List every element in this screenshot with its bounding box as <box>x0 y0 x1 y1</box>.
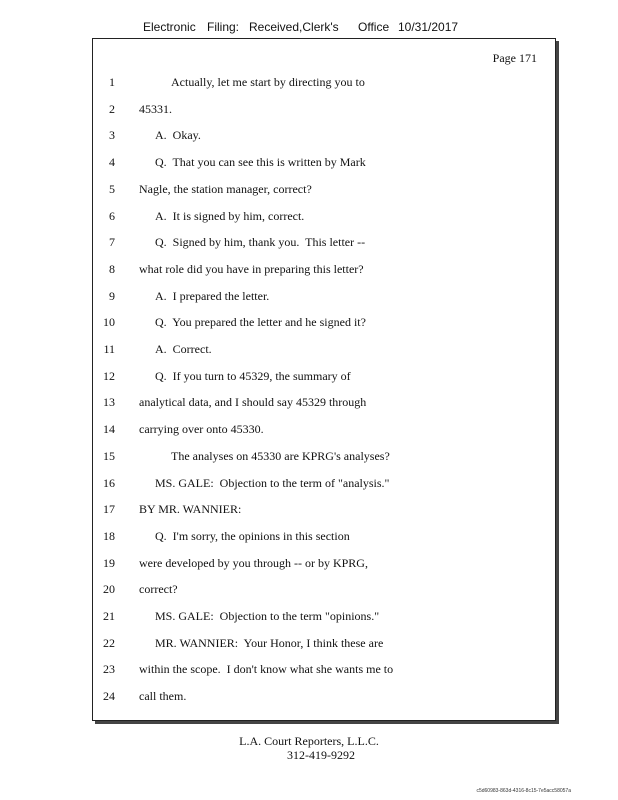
line-number: 23 <box>103 662 115 677</box>
transcript-line <box>93 449 555 465</box>
transcript-line <box>93 209 555 225</box>
line-text: 45331. <box>139 101 172 116</box>
line-text: Q. I'm sorry, the opinions in this section <box>155 528 350 543</box>
transcript-line <box>93 556 555 572</box>
transcript-line <box>93 476 555 492</box>
line-text: were developed by you through -- or by KPRG, <box>139 555 368 570</box>
line-text: MS. GALE: Objection to the term "opinions." <box>155 609 380 623</box>
line-number: 11 <box>103 342 115 356</box>
line-number: 5 <box>109 181 115 196</box>
line-text: Q. You prepared the letter and he signed it? <box>155 315 366 330</box>
line-text: Q. That you can see this is written by Mark <box>155 155 366 170</box>
line-number: 14 <box>103 422 115 437</box>
line-number: 8 <box>109 261 115 276</box>
line-number: 12 <box>103 368 115 383</box>
transcript-line <box>93 662 555 678</box>
line-text: correct? <box>139 582 178 597</box>
transcript-line <box>93 342 555 358</box>
line-text: MS. GALE: Objection to the term of "analysis." <box>155 475 390 490</box>
line-number: 2 <box>109 101 115 116</box>
line-text: MR. WANNIER: Your Honor, I think these are <box>155 635 384 650</box>
page-number: Page 171 <box>492 51 537 65</box>
line-number: 10 <box>103 315 115 330</box>
line-number: 1 <box>109 75 115 89</box>
line-text: within the scope. I don't know what she wants me to <box>139 662 394 677</box>
transcript-line <box>93 609 555 625</box>
header-electronic: Electronic <box>143 20 196 34</box>
transcript-line <box>93 395 555 411</box>
line-text: Nagle, the station manager, correct? <box>139 181 312 196</box>
line-number: 16 <box>103 475 115 490</box>
line-number: 21 <box>103 609 115 623</box>
line-text: call them. <box>139 689 187 704</box>
line-number: 19 <box>103 555 115 570</box>
transcript-line <box>93 102 555 118</box>
transcript-line <box>93 315 555 331</box>
line-text: A. I prepared the letter. <box>155 288 270 303</box>
transcript-line <box>93 235 555 251</box>
footer-phone: 312-419-9292 <box>287 748 355 762</box>
header-office: Office <box>358 20 390 34</box>
line-number: 15 <box>103 448 115 463</box>
transcript-line <box>93 369 555 385</box>
transcript-line <box>93 529 555 545</box>
transcript-line <box>93 289 555 305</box>
line-text: Actually, let me start by directing you to <box>171 75 365 89</box>
line-text: analytical data, and I should say 45329 through <box>139 395 367 410</box>
line-number: 20 <box>103 582 115 597</box>
line-number: 18 <box>103 528 115 543</box>
line-number: 22 <box>103 635 115 650</box>
line-number: 13 <box>103 395 115 410</box>
line-text: what role did you have in preparing this letter? <box>139 261 364 276</box>
header-date: 10/31/2017 <box>398 20 459 34</box>
line-number: 4 <box>109 155 115 170</box>
transcript-page <box>92 38 556 721</box>
transcript-line <box>93 422 555 438</box>
transcript-line <box>93 582 555 598</box>
document-hash: c5d60983-863d-4316-8c15-7e5acc58057a <box>476 788 571 794</box>
transcript-line <box>93 262 555 278</box>
filing-header <box>0 20 618 38</box>
line-number: 3 <box>109 128 115 143</box>
line-text: carrying over onto 45330. <box>139 422 264 437</box>
line-text: Q. If you turn to 45329, the summary of <box>155 368 351 383</box>
line-text: A. Correct. <box>155 342 212 356</box>
line-number: 6 <box>109 208 115 223</box>
line-text: Q. Signed by him, thank you. This letter -- <box>155 235 366 250</box>
footer-company: L.A. Court Reporters, L.L.C. <box>239 734 379 748</box>
transcript-line <box>93 502 555 518</box>
line-number: 24 <box>103 689 115 704</box>
line-number: 9 <box>109 288 115 303</box>
transcript-line <box>93 182 555 198</box>
header-received: Received,Clerk's <box>249 20 339 34</box>
transcript-line <box>93 75 555 91</box>
line-text: A. It is signed by him, correct. <box>155 208 305 223</box>
header-filing: Filing: <box>207 20 240 34</box>
transcript-line <box>93 636 555 652</box>
line-number: 17 <box>103 502 115 517</box>
transcript-line <box>93 155 555 171</box>
transcript-line <box>93 689 555 705</box>
transcript-line <box>93 128 555 144</box>
line-text: BY MR. WANNIER: <box>139 502 242 517</box>
line-text: The analyses on 45330 are KPRG's analyses? <box>171 448 390 463</box>
line-text: A. Okay. <box>155 128 201 143</box>
line-number: 7 <box>109 235 115 250</box>
